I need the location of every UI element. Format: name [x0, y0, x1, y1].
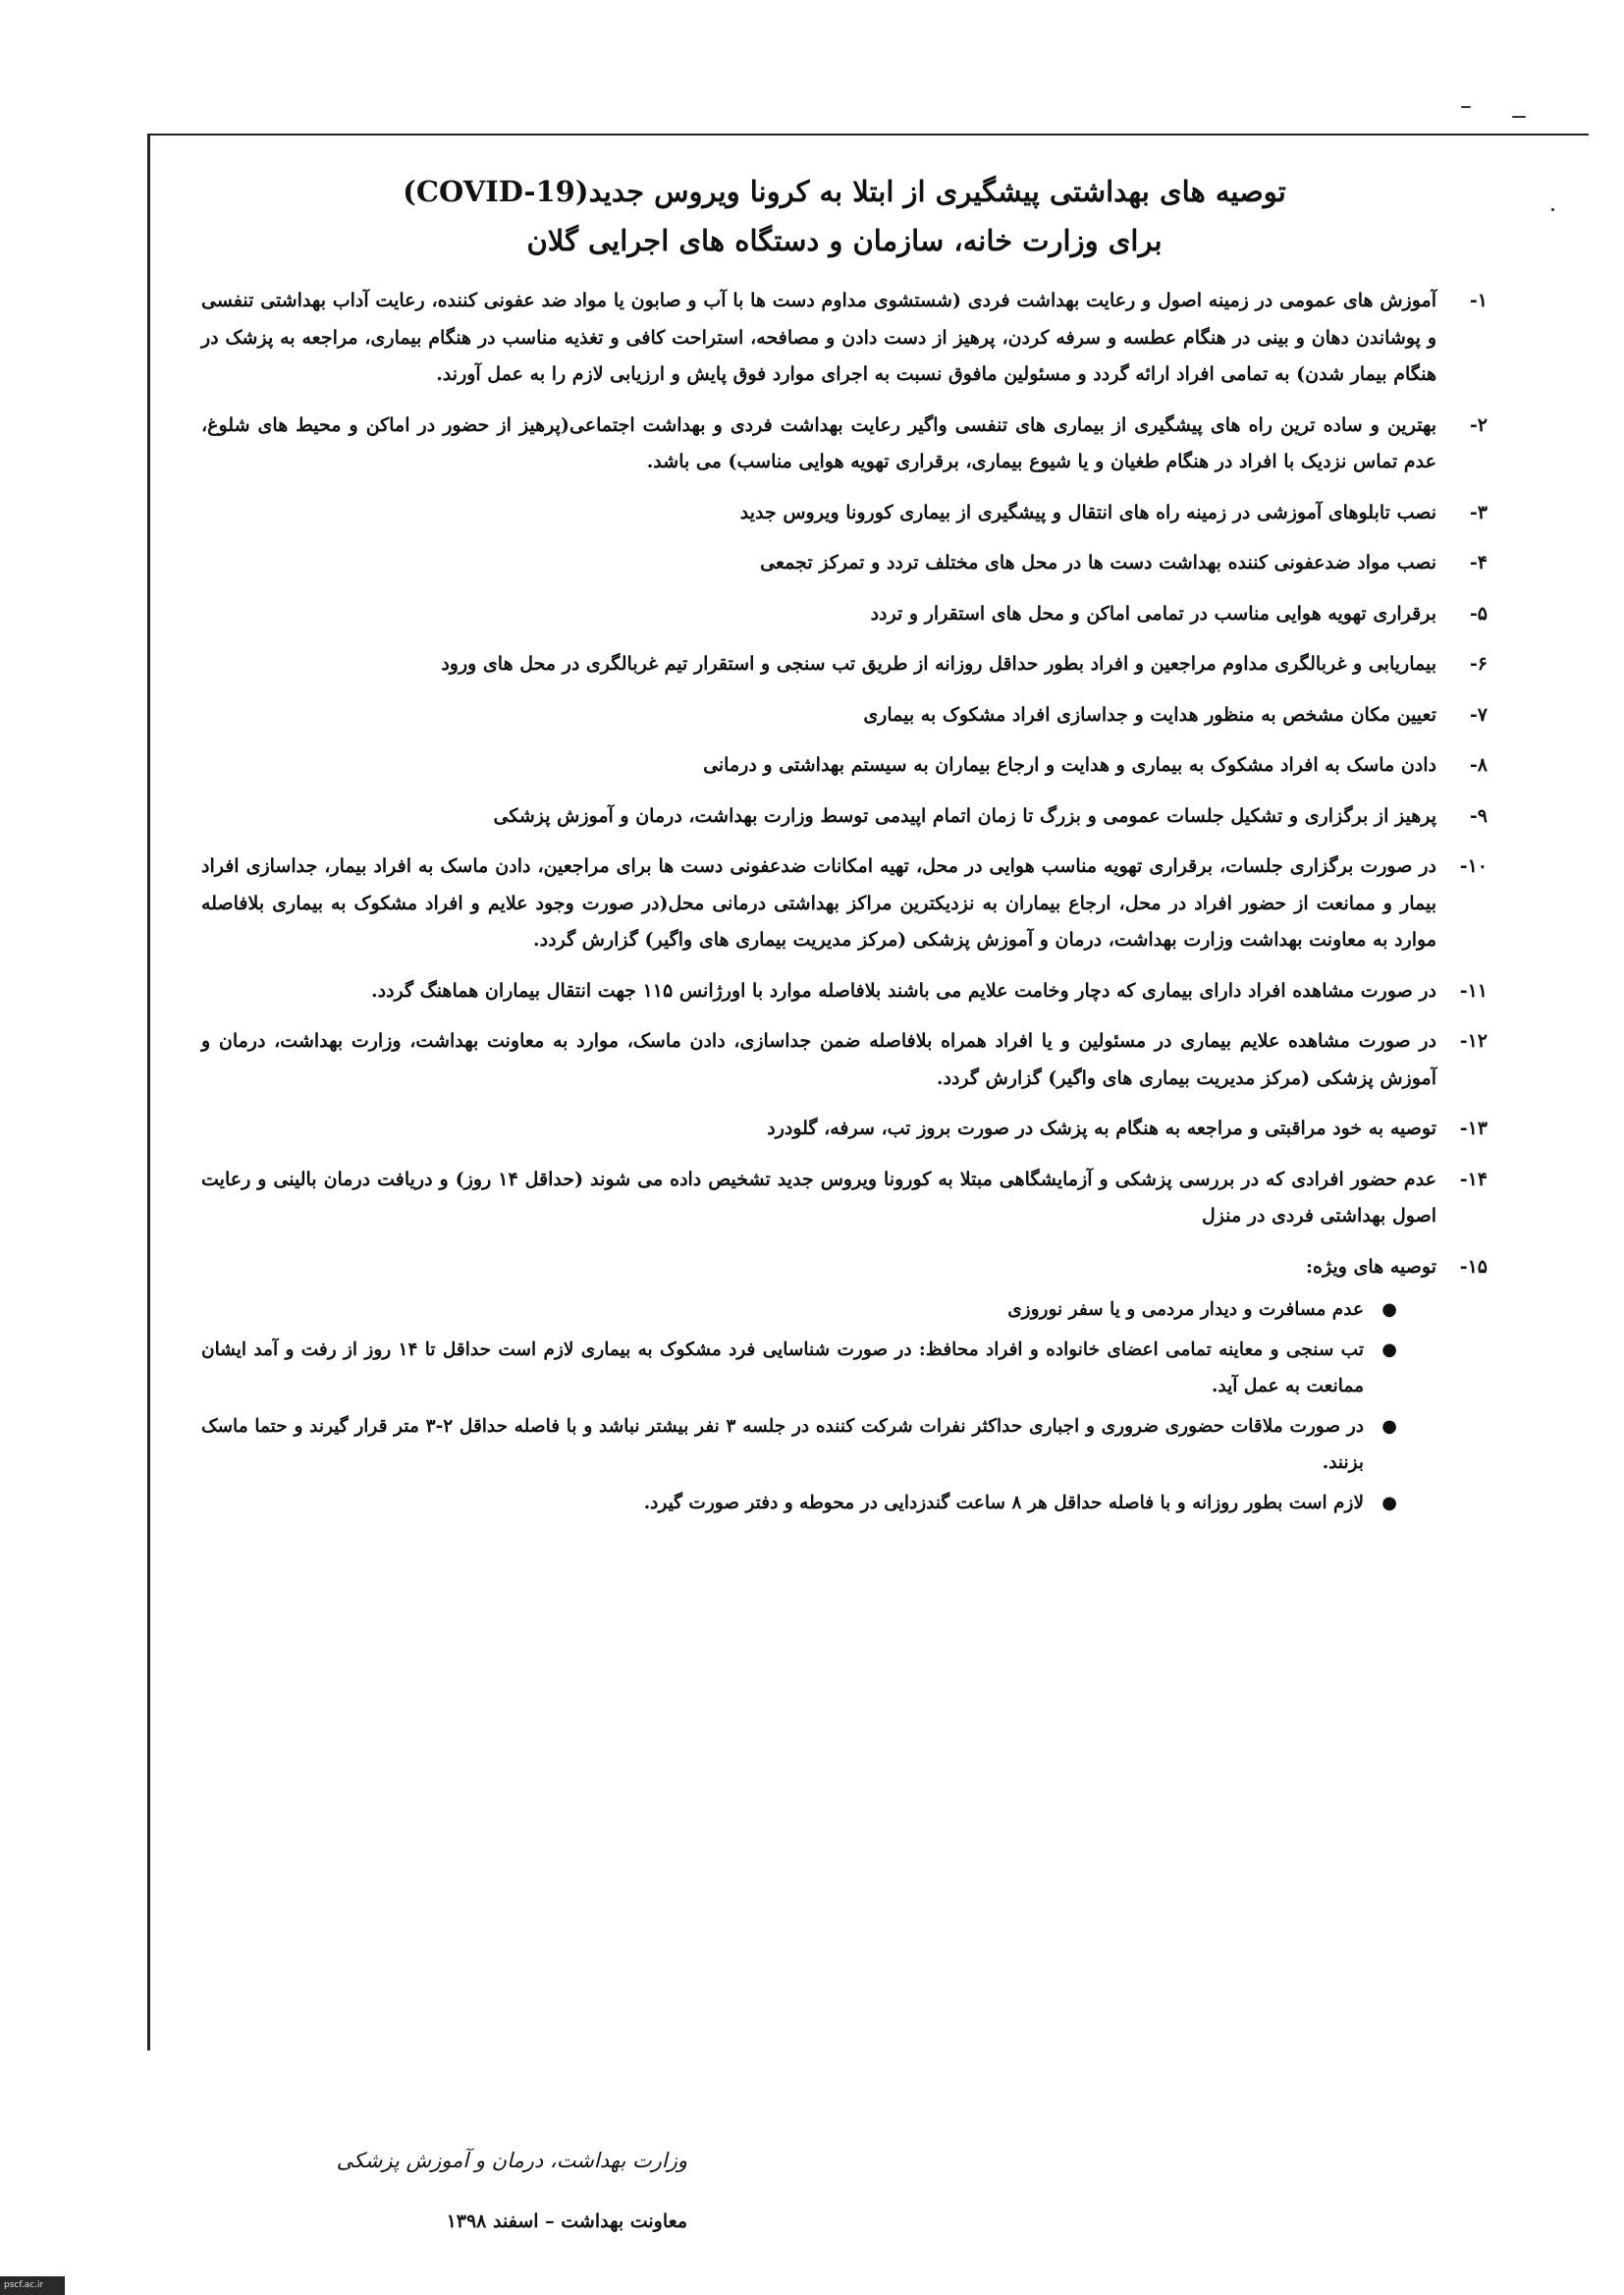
- document-title: توصیه های بهداشتی پیشگیری از ابتلا به کرونا ویروس جدید(COVID-19): [403, 175, 1286, 208]
- item-number: ۱۳-: [1459, 1118, 1488, 1139]
- item-text: نصب تابلوهای آموزشی در زمینه راه های انتقال و پیشگیری از بیماری کورونا ویروس جدید: [739, 501, 1436, 523]
- item-text: در صورت مشاهده افراد دارای بیماری که دچار وخامت علایم می باشند بلافاصله موارد با اورژانس ۱۱۵ جهت انتقال بیماران هماهنگ گردد.: [371, 979, 1436, 1002]
- document-subtitle: برای وزارت خانه، سازمان و دستگاه های اجرایی گلان: [526, 224, 1163, 257]
- bullet-item: [201, 1485, 1397, 1521]
- signature-ministry: وزارت بهداشت، درمان و آموزش پزشکی: [336, 2149, 687, 2172]
- list-item: [201, 1162, 1488, 1235]
- item-text: توصیه های ویژه:: [1306, 1255, 1436, 1278]
- bullet-icon: ●: [1381, 1493, 1397, 1513]
- list-item: [201, 1111, 1488, 1148]
- top-border-line: [147, 134, 1589, 136]
- signature-block: [275, 2141, 687, 2241]
- list-item: [201, 1023, 1488, 1097]
- item-number: ۳-: [1469, 501, 1488, 523]
- list-item: [201, 596, 1488, 633]
- bullet-text: تب سنجی و معاینه تمامی اعضای خانواده و افراد محافظ: در صورت شناسایی فرد مشکوک به بیماری لازم است حداقل تا ۱۴ روز از رفت و آمد ایشان ممانعت به عمل آید.: [201, 1339, 1364, 1396]
- list-item: [201, 848, 1488, 959]
- item-text: توصیه به خود مراقبتی و مراجعه به هنگام به پزشک در صورت بروز تب، سرفه، گلودرد: [767, 1118, 1436, 1139]
- special-recommendations-list: [201, 1291, 1436, 1521]
- list-item: [201, 747, 1488, 785]
- bullet-text: لازم است بطور روزانه و با فاصله حداقل هر ۸ ساعت گندزدایی در محوطه و دفتر صورت گیرد.: [643, 1493, 1364, 1513]
- list-item: [201, 798, 1488, 836]
- item-number: ۱۰-: [1459, 855, 1488, 877]
- bullet-item: [201, 1332, 1397, 1404]
- item-text: در صورت برگزاری جلسات، برقراری تهویه مناسب هوایی در محل، تهیه امکانات ضدعفونی دست ها برای مراجعین، دادن ماسک به افراد بیمار، جداسازی افراد بیمار و ممانعت از حضور افراد در محل، ارجاع بیماران به نزدیکترین مراکز بهداشتی درمانی محل(در صورت وجود علایم و افراد مشکوک به بیماری بلافاصله موارد به معاونت بهداشت وزارت بهداشت، درمان و آموزش پزشکی (مرکز مدیریت بیماری های واگیر) گزارش گردد.: [201, 855, 1436, 951]
- item-text: دادن ماسک به افراد مشکوک به بیماری و هدایت و ارجاع بیماران به سیستم بهداشتی و درمانی: [703, 754, 1436, 776]
- left-border-line: [147, 136, 150, 2050]
- list-item: [201, 697, 1488, 735]
- scan-speck: [1551, 208, 1554, 211]
- bullet-icon: ●: [1381, 1339, 1397, 1360]
- item-number: ۵-: [1469, 602, 1488, 625]
- item-text: در صورت مشاهده علایم بیماری در مسئولین و یا افراد همراه بلافاصله ضمن جداسازی، دادن ماسک، موارد به معاونت بهداشت، وزارت بهداشت، درمان و آموزش پزشکی (مرکز مدیریت بیماری های واگیر) گزارش گردد.: [201, 1030, 1436, 1089]
- bullet-icon: ●: [1381, 1416, 1397, 1437]
- item-text: بیماریابی و غربالگری مداوم مراجعین و افراد بطور حداقل روزانه از طریق تب سنجی و استقرار تیم غربالگری در محل های ورود: [441, 653, 1436, 675]
- item-number: ۴-: [1469, 552, 1488, 574]
- document-body: [201, 167, 1488, 1531]
- item-text: آموزش های عمومی در زمینه اصول و رعایت بهداشت فردی (شستشوی مداوم دست ها با آب و صابون یا مواد ضد عفونی کننده، رعایت آداب بهداشتی تنفسی و پوشاندن دهان و بینی در هنگام عطسه و سرفه کردن، پرهیز از دست دادن و مصافحه، استراحت کافی و تغذیه مناسب در هنگام بیماری، مراجعه به پزشک در هنگام بیمار شدن) به تمامی افراد ارائه گردد و مسئولین مافوق نسبت به اجرای موارد فوق پایش و ارزیابی لازم را به عمل آورند.: [201, 290, 1436, 385]
- recommendation-list: [201, 283, 1488, 1521]
- bullet-item: [201, 1291, 1397, 1328]
- bullet-text: در صورت ملاقات حضوری ضروری و اجباری حداکثر نفرات شرکت کننده در جلسه ۳ نفر بیشتر نباشد و با فاصله حداقل ۲-۳ متر قرار گیرند و حتما ماسک بزنند.: [201, 1416, 1364, 1473]
- scan-speck: [1512, 116, 1526, 118]
- item-text: بهترین و ساده ترین راه های پیشگیری از بیماری های تنفسی واگیر رعایت بهداشت فردی و بهداشت اجتماعی(پرهیز از حضور در اماکن و محیط های شلوغ، عدم تماس نزدیک با افراد در هنگام طغیان و یا شیوع بیماری، برقراری تهویه هوایی مناسب) می باشد.: [201, 413, 1436, 472]
- scan-speck: [1461, 106, 1471, 108]
- list-item: [201, 973, 1488, 1011]
- item-text: تعیین مکان مشخص به منظور هدایت و جداسازی افراد مشکوک به بیماری: [863, 703, 1436, 726]
- watermark-corner: pscf.ac.ir: [0, 2276, 65, 2295]
- item-number: ۱۱-: [1459, 979, 1488, 1002]
- item-text: نصب مواد ضدعفونی کننده بهداشت دست ها در محل های مختلف تردد و تمرکز تجمعی: [760, 552, 1436, 574]
- item-number: ۱۲-: [1459, 1030, 1488, 1052]
- item-number: ۹-: [1469, 804, 1488, 827]
- bullet-text: عدم مسافرت و دیدار مردمی و یا سفر نوروزی: [1007, 1299, 1364, 1320]
- item-text: عدم حضور افرادی که در بررسی پزشکی و آزمایشگاهی مبتلا به کورونا ویروس جدید تشخیص داده می شوند (حداقل ۱۴ روز) و دریافت درمان بالینی و رعایت اصول بهداشتی فردی در منزل: [201, 1168, 1437, 1227]
- item-number: ۶-: [1469, 653, 1488, 675]
- bullet-icon: ●: [1381, 1299, 1397, 1320]
- list-item: [201, 646, 1488, 683]
- item-text: برقراری تهویه هوایی مناسب در تمامی اماکن و محل های استقرار و تردد: [870, 602, 1436, 625]
- item-number: ۸-: [1469, 754, 1488, 776]
- list-item: [201, 1249, 1488, 1522]
- item-number: ۲-: [1469, 413, 1488, 436]
- item-number: ۱-: [1469, 290, 1488, 311]
- list-item: [201, 283, 1488, 394]
- item-number: ۱۵-: [1459, 1255, 1488, 1278]
- list-item: [201, 545, 1488, 582]
- item-number: ۷-: [1469, 703, 1488, 726]
- item-text: پرهیز از برگزاری و تشکیل جلسات عمومی و بزرگ تا زمان اتمام اپیدمی توسط وزارت بهداشت، درمان و آموزش پزشکی: [493, 804, 1436, 827]
- item-number: ۱۴-: [1459, 1168, 1488, 1190]
- bullet-item: [201, 1408, 1397, 1481]
- list-item: [201, 408, 1488, 481]
- signature-deputy-date: معاونت بهداشت – اسفند ۱۳۹۸: [446, 2211, 687, 2232]
- list-item: [201, 495, 1488, 532]
